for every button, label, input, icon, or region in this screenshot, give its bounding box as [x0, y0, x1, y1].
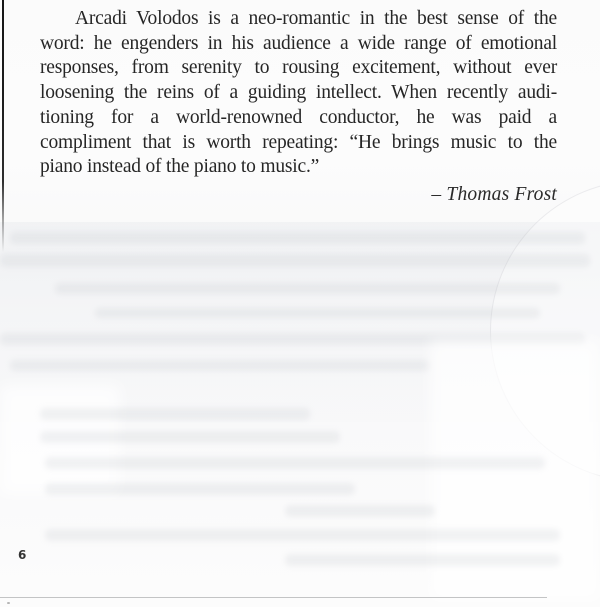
showthrough-smudge	[45, 457, 545, 469]
paper-highlight	[430, 340, 600, 600]
showthrough-smudge	[40, 408, 310, 420]
quote-line: compliment that is worth repeating: “He brings music to the	[40, 131, 557, 153]
showthrough-cast	[0, 222, 600, 422]
showthrough-smudge	[40, 431, 340, 443]
quote-line: word: he engenders in his audience a wide range of emotional	[40, 32, 557, 54]
scan-speck	[7, 602, 10, 604]
showthrough-smudge	[95, 308, 540, 318]
showthrough-smudge	[285, 554, 560, 566]
paper-highlight	[0, 385, 120, 495]
quote-line: tioning for a world-renowned conductor, he was paid a	[40, 106, 557, 128]
showthrough-circle	[490, 180, 600, 482]
showthrough-smudge	[10, 360, 430, 371]
quote-line: loosening the reins of a guiding intellect. When recently audi-	[40, 82, 557, 104]
quote-line: Arcadi Volodos is a neo-romantic in the best sense of the	[75, 8, 557, 29]
quote-line: piano instead of the piano to music.”	[40, 156, 320, 178]
quote-attribution: – Thomas Frost	[431, 183, 557, 205]
showthrough-smudge	[45, 529, 560, 541]
scan-edge-artifact	[2, 0, 4, 252]
showthrough-smudge	[285, 505, 435, 517]
scan-bottom-edge	[0, 597, 547, 598]
showthrough-smudge	[0, 254, 590, 267]
quote-paragraph	[40, 7, 557, 208]
showthrough-smudge	[0, 333, 585, 345]
showthrough-smudge	[10, 232, 585, 244]
quote-line: responses, from serenity to rousing excitement, without ever	[40, 57, 557, 79]
showthrough-smudge	[45, 483, 355, 495]
showthrough-smudge	[55, 283, 560, 294]
page-number: 6	[18, 548, 27, 562]
